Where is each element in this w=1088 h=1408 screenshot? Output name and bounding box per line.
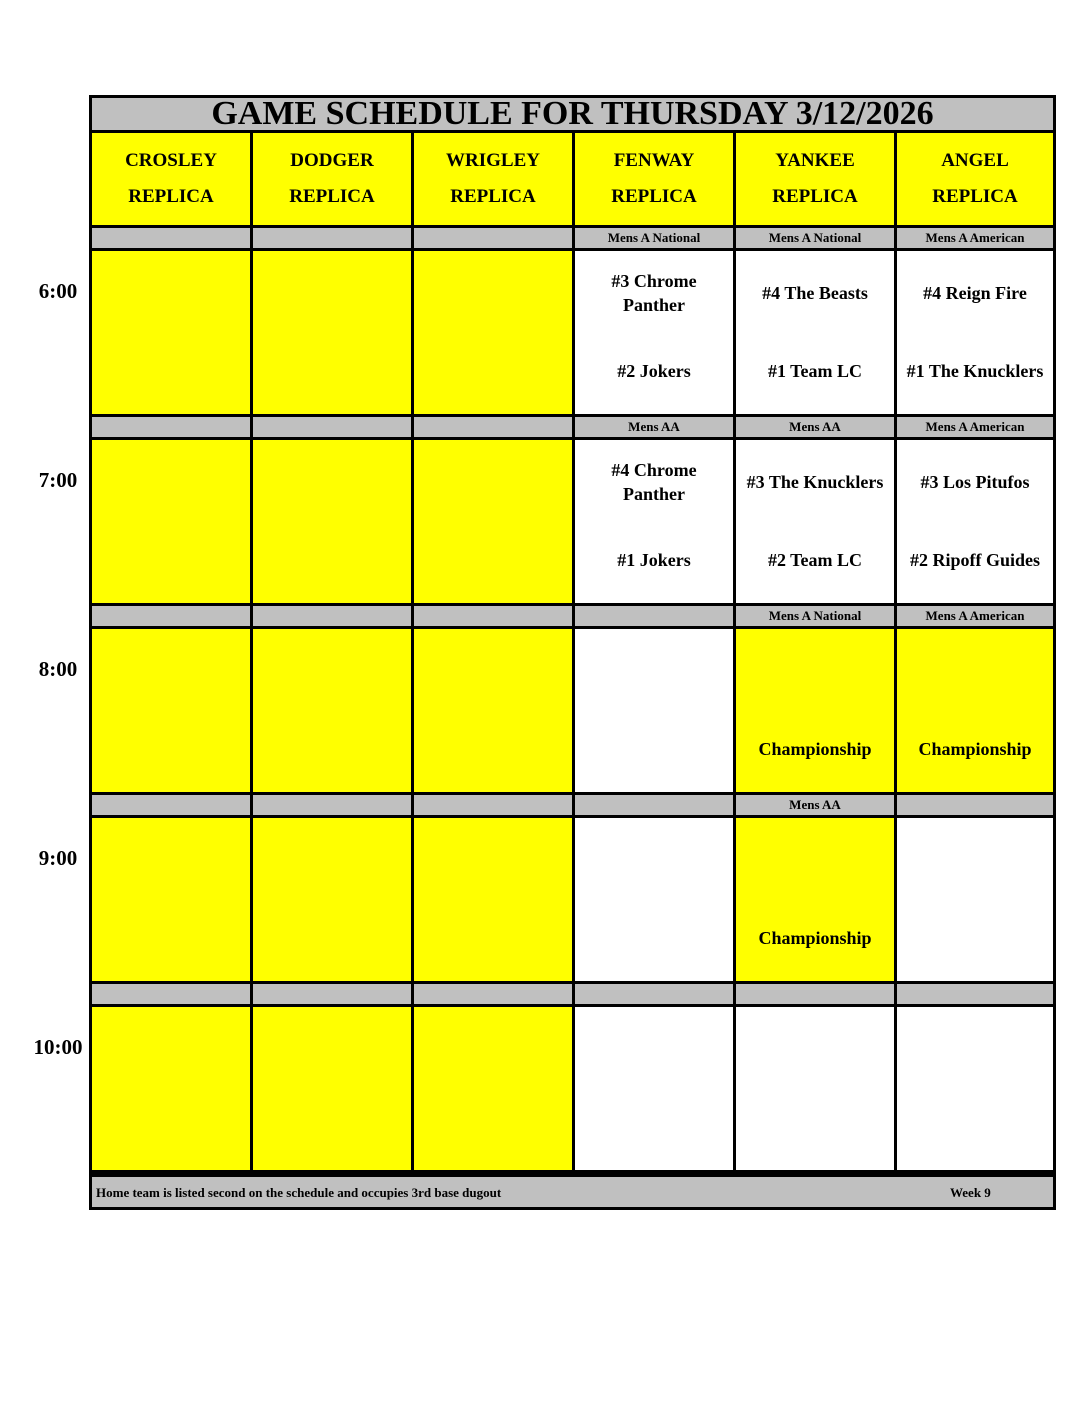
schedule-title: GAME SCHEDULE FOR THURSDAY 3/12/2026 bbox=[92, 98, 1053, 130]
division-band bbox=[736, 984, 894, 1004]
empty-cell bbox=[253, 818, 411, 981]
field-type: REPLICA bbox=[289, 186, 375, 207]
home-team: #2 Jokers bbox=[617, 361, 691, 381]
division-band bbox=[897, 606, 1053, 626]
field-header-fenway bbox=[575, 133, 733, 225]
division-label: Mens A National bbox=[768, 230, 862, 245]
schedule-table bbox=[89, 95, 1056, 1210]
division-band bbox=[92, 228, 250, 248]
field-name: YANKEE bbox=[775, 150, 855, 171]
schedule-footer bbox=[92, 1177, 1053, 1207]
empty-cell bbox=[575, 818, 733, 981]
time-label: 7:00 bbox=[38, 468, 78, 492]
division-band bbox=[575, 606, 733, 626]
empty-cell bbox=[253, 251, 411, 414]
home-team: #2 Team LC bbox=[767, 550, 863, 570]
division-band bbox=[736, 795, 894, 815]
game-cell bbox=[736, 440, 894, 603]
division-band bbox=[736, 417, 894, 437]
division-band bbox=[414, 228, 572, 248]
field-header-wrigley bbox=[414, 133, 572, 225]
division-band bbox=[897, 228, 1053, 248]
empty-cell bbox=[575, 629, 733, 792]
division-band bbox=[92, 606, 250, 626]
empty-cell bbox=[414, 629, 572, 792]
home-team: #1 Team LC bbox=[767, 361, 863, 381]
field-header-crosley bbox=[92, 133, 250, 225]
field-name: DODGER bbox=[290, 150, 374, 171]
game-cell bbox=[897, 440, 1053, 603]
field-header-angel bbox=[897, 133, 1053, 225]
empty-cell bbox=[575, 1007, 733, 1170]
empty-cell bbox=[897, 818, 1053, 981]
away-team: #4 The Beasts bbox=[762, 283, 868, 303]
home-team: #1 The Knucklers bbox=[906, 361, 1044, 381]
empty-cell bbox=[92, 440, 250, 603]
field-type: REPLICA bbox=[611, 186, 697, 207]
game-cell bbox=[736, 251, 894, 414]
empty-cell bbox=[253, 440, 411, 603]
empty-cell bbox=[92, 251, 250, 414]
division-band bbox=[414, 606, 572, 626]
empty-cell bbox=[414, 1007, 572, 1170]
home-team: #1 Jokers bbox=[617, 550, 691, 570]
game-cell bbox=[575, 251, 733, 414]
away-team: #3 Los Pitufos bbox=[920, 472, 1030, 492]
division-label: Mens A American bbox=[925, 419, 1025, 434]
division-band bbox=[736, 606, 894, 626]
time-label: 9:00 bbox=[38, 846, 78, 870]
field-header-dodger bbox=[253, 133, 411, 225]
game-cell bbox=[897, 251, 1053, 414]
empty-cell bbox=[253, 629, 411, 792]
division-band bbox=[736, 228, 894, 248]
division-band bbox=[897, 795, 1053, 815]
field-type: REPLICA bbox=[128, 186, 214, 207]
division-band bbox=[414, 795, 572, 815]
away-team: #4 Reign Fire bbox=[923, 283, 1027, 303]
division-band bbox=[253, 795, 411, 815]
field-header-yankee bbox=[736, 133, 894, 225]
division-band bbox=[575, 228, 733, 248]
time-label: 10:00 bbox=[33, 1035, 83, 1059]
division-band bbox=[92, 417, 250, 437]
division-band bbox=[253, 984, 411, 1004]
empty-cell bbox=[253, 1007, 411, 1170]
away-team: #3 Chrome Panther bbox=[611, 271, 697, 315]
division-band bbox=[897, 984, 1053, 1004]
division-band bbox=[414, 417, 572, 437]
field-type: REPLICA bbox=[932, 186, 1018, 207]
empty-cell bbox=[736, 1007, 894, 1170]
division-label: Mens AA bbox=[789, 797, 841, 812]
division-label: Mens A American bbox=[925, 608, 1025, 623]
field-type: REPLICA bbox=[450, 186, 536, 207]
division-band bbox=[253, 606, 411, 626]
field-name: ANGEL bbox=[941, 150, 1009, 171]
time-label: 8:00 bbox=[38, 657, 78, 681]
field-type: REPLICA bbox=[772, 186, 858, 207]
division-label: Mens A National bbox=[768, 608, 862, 623]
empty-cell bbox=[92, 1007, 250, 1170]
empty-cell bbox=[92, 629, 250, 792]
empty-cell bbox=[414, 251, 572, 414]
game-cell bbox=[736, 818, 894, 981]
division-band bbox=[414, 984, 572, 1004]
field-name: CROSLEY bbox=[125, 150, 217, 171]
division-band bbox=[575, 795, 733, 815]
field-name: FENWAY bbox=[613, 150, 695, 171]
week-label: Week 9 bbox=[950, 1185, 991, 1200]
division-band bbox=[897, 417, 1053, 437]
time-label: 6:00 bbox=[38, 279, 78, 303]
away-team: #4 Chrome Panther bbox=[611, 460, 697, 504]
division-label: Mens AA bbox=[628, 419, 680, 434]
division-band bbox=[575, 984, 733, 1004]
championship-label: Championship bbox=[918, 739, 1032, 759]
division-band bbox=[253, 228, 411, 248]
empty-cell bbox=[897, 1007, 1053, 1170]
division-band bbox=[253, 417, 411, 437]
division-label: Mens A American bbox=[925, 230, 1025, 245]
home-team: #2 Ripoff Guides bbox=[909, 550, 1041, 570]
championship-label: Championship bbox=[758, 739, 872, 759]
field-name: WRIGLEY bbox=[446, 150, 540, 171]
division-band bbox=[92, 984, 250, 1004]
division-label: Mens AA bbox=[789, 419, 841, 434]
game-cell bbox=[736, 629, 894, 792]
empty-cell bbox=[414, 440, 572, 603]
championship-label: Championship bbox=[758, 928, 872, 948]
division-label: Mens A National bbox=[607, 230, 701, 245]
game-cell bbox=[897, 629, 1053, 792]
division-band bbox=[575, 417, 733, 437]
game-cell bbox=[575, 440, 733, 603]
division-band bbox=[92, 795, 250, 815]
home-team-note: Home team is listed second on the schedule and occupies 3rd base dugout bbox=[96, 1185, 502, 1200]
away-team: #3 The Knucklers bbox=[746, 472, 884, 492]
empty-cell bbox=[414, 818, 572, 981]
empty-cell bbox=[92, 818, 250, 981]
